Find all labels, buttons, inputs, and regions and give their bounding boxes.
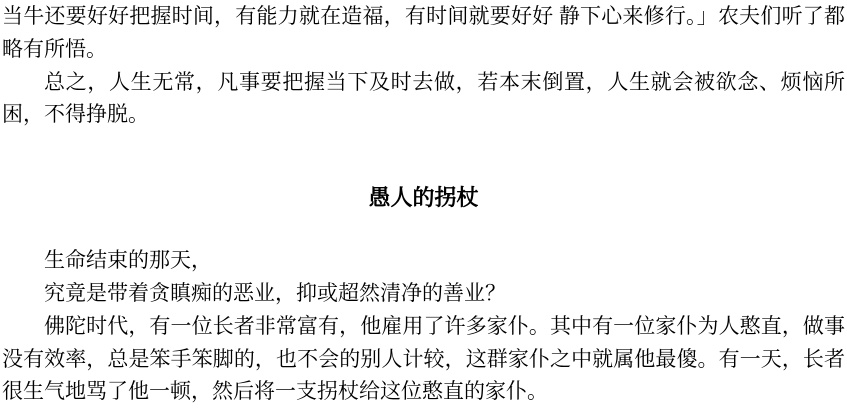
paragraph-verse-line-2: 究竟是带着贪瞋痴的恶业，抑或超然清净的善业？ [44, 280, 506, 305]
section-heading: 愚人的拐杖 [368, 185, 479, 211]
paragraph-summary: 总之，人生无常，凡事要把握当下及时去做，若本末倒置，人生就会被欲念、烦恼所困，不得挣脱。 [2, 69, 845, 127]
paragraph-continuation: 当牛还要好好把握时间，有能力就在造福，有时间就要好好 静下心来修行。」农夫们听了都略有所悟。 [2, 4, 845, 61]
paragraph-story: 佛陀时代，有一位长者非常富有，他雇用了许多家仆。其中有一位家仆为人憨直，做事没有效率，总是笨手笨脚的，也不会的别人计较，这群家仆之中就属他最傻。有一天，长者很生气地骂了他一顿，然后将一支拐杖给这位憨直的家仆。 [2, 313, 845, 404]
paragraph-verse-line-1: 生命结束的那天， [44, 248, 212, 273]
